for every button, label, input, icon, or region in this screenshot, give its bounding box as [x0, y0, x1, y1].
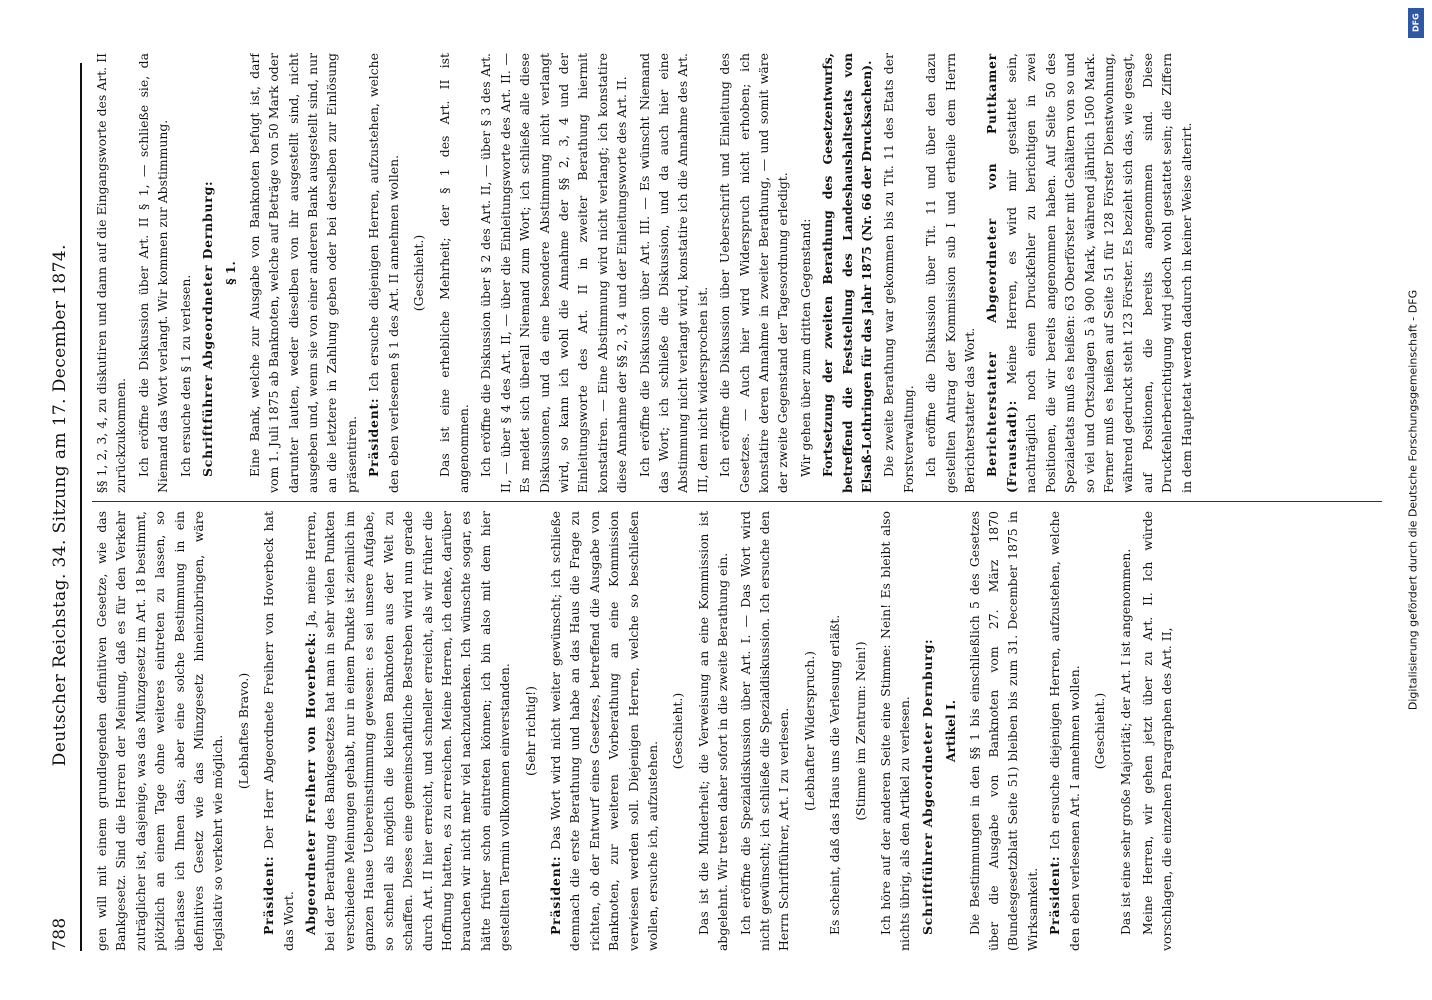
stage-direction: (Sehr richtig!) [522, 686, 538, 776]
stage-direction: (Stimme im Zentrum: Nein!) [852, 641, 868, 821]
paragraph: Das ist eine sehr große Majorität; der Art. I ist angenommen. [1117, 548, 1133, 935]
digitization-note [1402, 20, 1424, 980]
paragraph: Eine Bank, welche zur Ausgabe von Banknoten befugt ist, darf vom 1. Juli 1875 ab Banknoten, welche auf Beträge von 50 Mark oder darunter lauten, weder dieselben von ihr ausgestellt sind, nicht ausgeben und, wenn sie von einer anderen Bank ausgestellt sind, nur an die letztere in Zahlung geben oder bei derselben zur Einlösung präsentiren. [246, 53, 359, 493]
speaker-name: Schriftführer Abgeordneter Dernburg: [200, 180, 216, 477]
paragraph: Ich eröffne die Diskussion über § 2 des Art. II, — über § 3 des Art. II, — über § 4 des Art. II, — über die Einleitungsworte des Art. II. — Es meldet sich überall Niemand zum Wort; ich schließe alle diese Diskussionen, und da eine besondere Abstimmung nicht verlangt wird, so kann ich wohl die Annahme der §§ 2, 3, 4 und der Einleitungsworte des Art. II in zweiter Berathung hiermit konstatiren. — Eine Abstimmung wird nicht verlangt; ich konstatire diese Annahme der §§ 2, 3, 4 und der Einleitungsworte des Art. II. [478, 53, 630, 493]
page-header [46, 63, 74, 951]
stage-direction: (Geschieht.) [411, 234, 427, 312]
paragraph: Es scheint, daß das Haus uns die Verlesung erläßt. [827, 614, 843, 935]
paragraph: Das ist die Minderheit; die Verweisung an eine Kommission ist abgelehnt. Wir treten daher sofort in die zweite Berathung ein. [695, 511, 731, 951]
right-text-column [92, 53, 1384, 493]
speech-text: Der Herr Abgeordnete Freiherr von Hoverbeck hat das Wort. [261, 511, 296, 951]
stage-direction: (Lebhafter Widerspruch.) [801, 651, 817, 812]
speaker-name: Berichterstatter Abgeordneter von Puttkamer (Fraustadt): [984, 53, 1019, 493]
paragraph: Ich eröffne die Diskussion über Art. III. — Es wünscht Niemand das Wort; ich schließe die Diskussion, und da auch hier eine Abstimmung nicht verlangt wird, konstatire ich die Annahme des Art. III, dem nicht widersprochen ist. [636, 53, 710, 493]
speaker-name: Schriftführer Abgeordneter Dernburg: [919, 638, 935, 935]
column-divider [92, 501, 1382, 502]
paragraph: Die Bestimmungen in den §§ 1 bis einschließlich 5 des Gesetzes über die Ausgabe von Banknoten vom 27. März 1870 (Bundesgesetzblatt Seite 51) bleiben bis zum 31. December 1875 in Wirksamkeit. [966, 511, 1040, 951]
speaker-name: Präsident: [547, 855, 563, 935]
speech-paragraph [918, 511, 937, 951]
continued-paragraph: gen will mit einem grundlegenden definitiven Gesetze, wie das Bankgesetz. Sind die Herren der Meinung, daß es für den Verkehr zuträglicher ist, dasjenige, was das Münzgesetz im Art. 18 bestimmt, plötzlich an einem Tage ohne weiteres eintreten zu lassen, so überlasse ich Ihnen das; aber eine solche Bestimmung in ein definitives Gesetz wie das Münzgesetz hineinzubringen, wäre legislativ so verkehrt wie möglich. [94, 511, 226, 951]
stage-direction: (Geschieht.) [1092, 692, 1108, 770]
speaker-name: Präsident: [1047, 855, 1063, 935]
speech-text: Meine Herren, es wird mir gestattet sein, nachträglich noch einen Druckfehler zu berichtigen in zwei Positionen, die wir bereits angenommen haben. Auf Seite 50 des Spezialetats muß es heißen: 63 Oberförster mit Gehältern von so und so viel und Ortszulagen 5 à 900 Mark, während jährlich 1500 Mark. Ferner muß es heißen auf Seite 51 für 128 Förster Dienstwohnung, während gedruckt steht 123 Förster. Es bezieht sich das, wie gesagt, auf Positionen, die bereits angenommen sind. Diese Druckfehlerberichtigung wird jedoch wohl gestattet sein; die Ziffern in dem Hauptetat werden dadurch in keiner Weise alterirt. [1003, 53, 1194, 493]
speaker-name: Präsident: [261, 855, 277, 935]
speech-paragraph [198, 53, 217, 493]
agenda-item: Fortsetzung der zweiten Berathung des Gesetzentwurfs, betreffend die Feststellung des Landeshaushaltsetats von Elsaß-Lothringen für das Jahr 1875 (Nr. 66 der Drucksachen). [820, 53, 875, 493]
paragraph: Meine Herren, wir gehen jetzt über zu Art. II. Ich würde vorschlagen, die einzelnen Paragraphen des Art. II, [1139, 511, 1175, 951]
speech-text: Ja, meine Herren, bei der Berathung des Bankgesetzes hat man in sehr vielen Punkten verschiedene Meinungen gehabt, nur in einem Punkte ist ziemlich im ganzen Hause Uebereinstimmung gewesen: es sei unsere Aufgabe, so schnell als möglich die kleinen Banknoten aus der Welt zu schaffen. Dieses eine gemeinschaftliche Bestreben wird nun gerade durch Art. II hier erreicht, und schneller erreicht, als wir früher die Hoffnung hatten, es zu erreichen. Meine Herren, ich denke, darüber brauchen wir nicht mehr viel nachzudenken. Ich wünschte sogar, es hätte früher schon eintreten können; ich bin also mit dem hier gestellten Termin vollkommen einverstanden. [303, 511, 513, 951]
article-heading: § 1. [223, 261, 239, 285]
continued-paragraph: §§ 1, 2, 3, 4, zu diskutiren und dann auf die Eingangsworte des Art. II zurückzukommen. [94, 53, 129, 493]
speech-text: Ich ersuche diejenigen Herren, aufzustehen, welche den eben verlesenen Art. I annehmen wollen. [1047, 511, 1082, 951]
speech-paragraph [1045, 511, 1084, 951]
speech-paragraph [364, 53, 403, 493]
article-heading: Artikel I. [943, 699, 959, 763]
paragraph: Wir gehen über zum dritten Gegenstand: [797, 218, 813, 477]
paragraph: Ich höre auf der anderen Seite eine Stimme: Nein! Es bleibt also nichts übrig, als den Artikel zu verlesen. [878, 511, 913, 951]
stage-direction: (Geschieht.) [670, 692, 686, 770]
header-rule [80, 63, 82, 951]
speech-paragraph [301, 511, 514, 951]
stage-direction: (Lebhaftes Bravo.) [235, 672, 251, 790]
speech-paragraph [259, 511, 298, 951]
paragraph: Ich eröffne die Diskussion über Art. II § 1, — schließe sie, da Niemand das Wort verlangt. Wir kommen zur Abstimmung. [135, 53, 171, 493]
speech-text: Das Wort wird nicht weiter gewünscht; ich schließe demnach die erste Berathung und habe an das Haus die Frage zu richten, ob der Entwurf eines Gesetzes, betreffend die Ausgabe von Banknoten, zur weiteren Vorberathung an eine Kommission verwiesen werden soll. Diejenigen Herren, welche so beschließen wollen, ersuche ich, aufzustehen. [547, 511, 660, 951]
paragraph: Ich eröffne die Diskussion über Tit. 11 und über den dazu gestellten Antrag der Kommission sub I und ertheile dem Herrn Berichterstatter das Wort. [923, 53, 978, 493]
speaker-name: Präsident: [366, 397, 382, 477]
page-number: 788 [50, 917, 70, 951]
speech-paragraph [546, 511, 662, 951]
speech-text: Ich ersuche diejenigen Herren, aufzustehen, welche den eben verlesenen § 1 des Art. II annehmen wollen. [366, 53, 401, 493]
running-title: Deutscher Reichstag. 34. Sitzung am 17. December 1874. [50, 244, 70, 767]
speaker-name: Abgeordneter Freiherr von Hoverbeck: [303, 631, 319, 935]
paragraph: Die zweite Berathung war gekommen bis zu Tit. 11 des Etats der Forstverwaltung. [881, 53, 916, 493]
speech-paragraph [982, 53, 1195, 493]
paragraph: Das ist eine erhebliche Mehrheit; der § 1 des Art. II ist angenommen. [436, 53, 471, 493]
paragraph: Ich ersuche den § 1 zu verlesen. [177, 274, 193, 477]
left-text-column [92, 511, 1384, 951]
paragraph: Ich eröffne die Spezialdiskussion über Art. I. — Das Wort wird nicht gewünscht; ich schließe die Spezialdiskussion. Ich ersuche den Herrn Schriftführer, Art. I zu verlesen. [737, 511, 792, 951]
dfg-logo: DFG [1408, 8, 1424, 38]
digitization-note-text: Digitalisierung gefördert durch die Deutsche Forschungsgemeinschaft - DFG [1406, 289, 1420, 711]
paragraph: Ich eröffne die Diskussion über Ueberschrift und Einleitung des Gesetzes. — Auch hier wird Widerspruch nicht erhoben; ich konstatire deren Annahme in zweiter Berathung, — und somit wäre der zweite Gegenstand der Tagesordnung erledigt. [717, 53, 791, 493]
document-page [26, 35, 1406, 965]
